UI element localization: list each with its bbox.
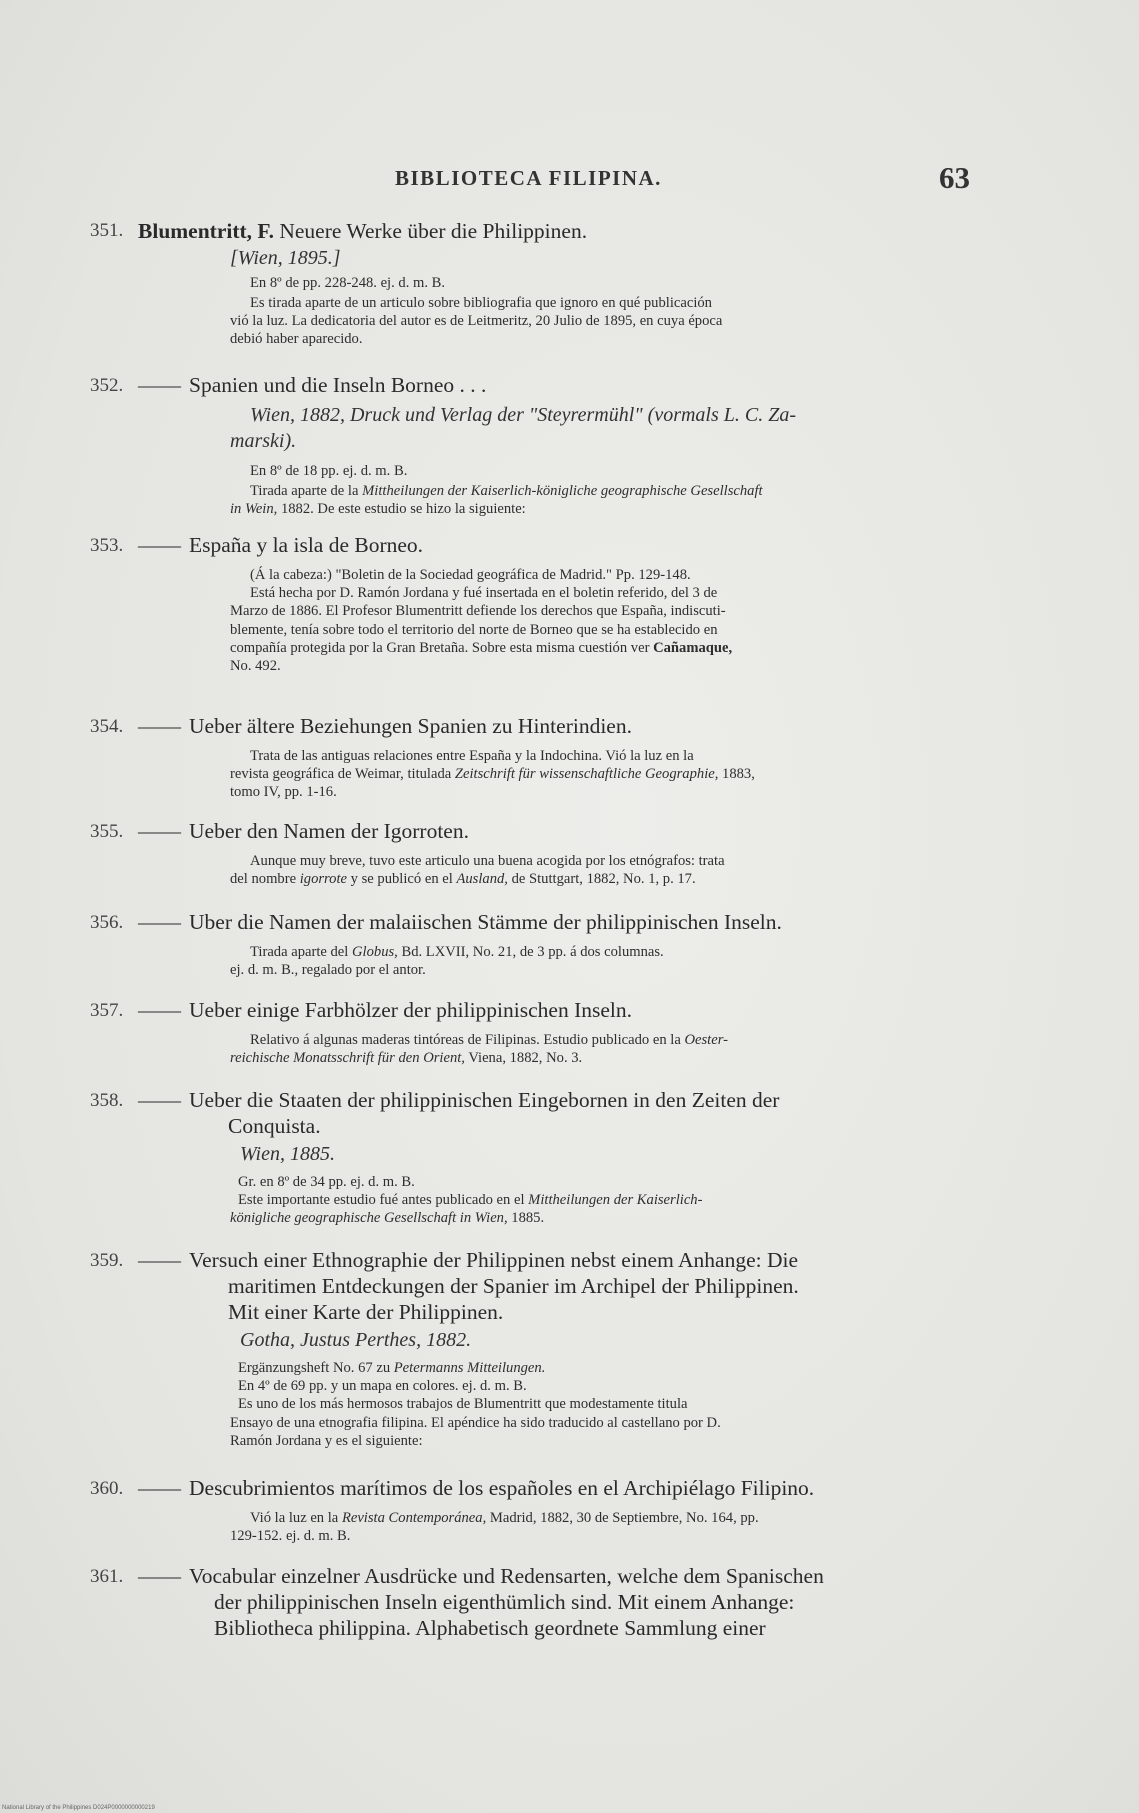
- note: [230, 943, 1065, 979]
- title-text: Ueber ältere Beziehungen Spanien zu Hinterindien.: [189, 714, 632, 738]
- note-line: No. 492.: [230, 658, 281, 675]
- note-text: 1885.: [507, 1210, 545, 1227]
- note-text: Ergänzungsheft No. 67 zu: [238, 1360, 394, 1376]
- note-text: Bd. LXVII, No. 21, de 3 pp. á dos columnas.: [397, 944, 664, 960]
- note-line: Está hecha por D. Ramón Jordana y fué insertada en el boletin referido, del 3 de: [250, 585, 718, 602]
- note-text: del nombre: [230, 871, 300, 888]
- publication-name: Petermanns Mitteilungen.: [393, 1360, 546, 1376]
- imprint: [Wien, 1895.]: [230, 247, 341, 269]
- title-text: Versuch einer Ethnographie der Philippinen nebst einem Anhange: Die: [189, 1248, 799, 1272]
- entry-number: 352.: [90, 375, 124, 396]
- note-line: Ramón Jordana y es el siguiente:: [230, 1432, 423, 1449]
- ditto-dash: ——: [138, 533, 181, 557]
- imprint-line: marski).: [230, 430, 297, 452]
- note-text: Vió la luz en la: [250, 1510, 342, 1526]
- publication-name: Ausland,: [456, 871, 508, 888]
- title-text: Mit einer Karte der Philippinen.: [228, 1300, 504, 1324]
- entry-title: [138, 218, 1043, 244]
- title-text: Descubrimientos marítimos de los españoles en el Archipiélago Filipino.: [189, 1476, 815, 1500]
- ditto-dash: ——: [138, 998, 181, 1022]
- note-line: vió la luz. La dedicatoria del autor es de Leitmeritz, 20 Julio de 1895, en cuya época: [230, 313, 723, 330]
- title-text: der philippinischen Inseln eigenthümlich sind. Mit einem Anhange:: [214, 1590, 795, 1614]
- title-text: Neuere Werke über die Philippinen.: [279, 219, 588, 243]
- note: [230, 1509, 1065, 1545]
- entry-number: 358.: [90, 1090, 124, 1111]
- entry-title: [138, 909, 1043, 935]
- note-text: y se publicó en el: [347, 871, 457, 888]
- title-text: Vocabular einzelner Ausdrücke und Redensarten, welche dem Spanischen: [189, 1564, 824, 1588]
- note-line: Trata de las antiguas relaciones entre España y la Indochina. Vió la luz en la: [250, 748, 694, 764]
- note-line: En 4º de 69 pp. y un mapa en colores. ej. d. m. B.: [238, 1378, 527, 1395]
- publication-name: Zeitschrift für wissenschaftliche Geographie,: [454, 766, 719, 783]
- entry-number: 351.: [90, 220, 124, 241]
- ditto-dash: ——: [138, 910, 181, 934]
- note-line: Aunque muy breve, tuvo este articulo una buena acogida por los etnógrafos: trata: [250, 853, 725, 869]
- title-text: Uber die Namen der malaiischen Stämme der philippinischen Inseln.: [189, 910, 782, 934]
- cross-reference: Cañamaque,: [653, 639, 733, 656]
- publication-name: reichische Monatsschrift für den Orient,: [230, 1050, 465, 1067]
- imprint: Wien, 1885.: [240, 1143, 335, 1165]
- note-text: Relativo á algunas maderas tintóreas de Filipinas. Estudio publicado en la: [250, 1032, 685, 1048]
- note: En 8º de 18 pp. ej. d. m. B.: [250, 463, 408, 479]
- note-line: En 8º de pp. 228-248. ej. d. m. B.: [250, 275, 446, 291]
- note-text: Madrid, 1882, 30 de Septiembre, No. 164, pp.: [486, 1510, 759, 1526]
- imprint: [230, 402, 1060, 454]
- note-line: 129-152. ej. d. m. B.: [230, 1528, 351, 1545]
- entry-number: 360.: [90, 1478, 124, 1499]
- ditto-dash: ——: [138, 1088, 181, 1112]
- publication-name: Mittheilungen der Kaiserlich-: [528, 1192, 703, 1209]
- publication-name: Oester-: [684, 1032, 728, 1048]
- entry-title: [138, 997, 1043, 1023]
- entry-title: [138, 1087, 1043, 1139]
- note-line: tomo IV, pp. 1-16.: [230, 784, 337, 801]
- entry-number: 357.: [90, 1000, 124, 1021]
- page-number: 63: [939, 160, 970, 195]
- note: [230, 482, 1065, 518]
- note: [230, 1359, 1065, 1450]
- title-text: Conquista.: [228, 1114, 321, 1138]
- title-text: Bibliotheca philippina. Alphabetisch geordnete Sammlung einer: [214, 1616, 766, 1640]
- ditto-dash: ——: [138, 1248, 181, 1272]
- note-text: 1883,: [718, 766, 755, 783]
- ditto-dash: ——: [138, 1476, 181, 1500]
- title-text: Ueber den Namen der Igorroten.: [189, 819, 469, 843]
- note-line: blemente, tenía sobre todo el territorio del norte de Borneo que se ha establecido en: [230, 621, 718, 638]
- entry-title: [138, 532, 1043, 558]
- entry-number: 355.: [90, 821, 124, 842]
- note-text: 1882. De este estudio se hizo la siguiente:: [277, 501, 526, 518]
- note-text: compañía protegida por la Gran Bretaña. Sobre esta misma cuestión ver: [230, 639, 654, 656]
- note-line: ej. d. m. B., regalado por el antor.: [230, 962, 426, 979]
- imprint-line: Wien, 1882, Druck und Verlag der "Steyrermühl" (vormals L. C. Za-: [250, 404, 797, 426]
- note: [250, 274, 445, 292]
- note: [230, 747, 1065, 802]
- note-text: de Stuttgart, 1882, No. 1, p. 17.: [507, 871, 696, 888]
- note: [230, 566, 1065, 675]
- entry-number: 361.: [90, 1566, 124, 1587]
- note-text: Tirada aparte del: [250, 944, 352, 960]
- note-line: Gr. en 8º de 34 pp. ej. d. m. B.: [238, 1174, 415, 1190]
- note-line: Marzo de 1886. El Profesor Blumentritt defiende los derechos que España, indiscuti-: [230, 603, 726, 620]
- title-text: España y la isla de Borneo.: [189, 533, 424, 557]
- entry-number: 353.: [90, 535, 124, 556]
- entry-title: [138, 818, 1043, 844]
- publication-name: Mittheilungen der Kaiserlich-königliche geographische Gesellschaft: [362, 483, 763, 499]
- entry-title: [138, 1563, 1043, 1641]
- note: [230, 852, 1065, 888]
- title-text: Spanien und die Inseln Borneo . . .: [189, 373, 487, 397]
- ditto-dash: ——: [138, 373, 181, 397]
- note-line: Es uno de los más hermosos trabajos de Blumentritt que modestamente titula: [238, 1396, 688, 1413]
- entry-title: [138, 372, 1043, 398]
- page-header: [90, 160, 970, 206]
- note: [230, 294, 1060, 349]
- entry-number: 359.: [90, 1250, 124, 1271]
- scan-footer: National Library of the Philippines D024P0000000000219: [2, 1805, 155, 1811]
- note-text: revista geográfica de Weimar, titulada: [230, 766, 455, 783]
- entry-title: [138, 713, 1043, 739]
- note: [230, 1173, 1065, 1228]
- note-line: debió haber aparecido.: [230, 331, 363, 348]
- entry-title: [138, 1247, 1043, 1325]
- entry-number: 356.: [90, 912, 124, 933]
- ditto-dash: ——: [138, 714, 181, 738]
- note: [230, 1031, 1065, 1067]
- publication-name: Globus,: [352, 944, 398, 960]
- entry-number: 354.: [90, 716, 124, 737]
- title-text: Ueber die Staaten der philippinischen Eingebornen in den Zeiten der: [189, 1088, 780, 1112]
- title-text: Ueber einige Farbhölzer der philippinischen Inseln.: [189, 998, 632, 1022]
- note-line: Es tirada aparte de un articulo sobre bibliografia que ignoro en qué publicación: [250, 295, 712, 311]
- note-text: Tirada aparte de la: [250, 483, 363, 499]
- title-text: maritimen Entdeckungen der Spanier im Archipel der Philippinen.: [228, 1274, 799, 1298]
- note-line: Ensayo de una etnografia filipina. El apéndice ha sido traducido al castellano por D.: [230, 1414, 721, 1431]
- publication-name: Revista Contemporánea,: [341, 1510, 487, 1526]
- note-line: (Á la cabeza:) "Boletin de la Sociedad geográfica de Madrid." Pp. 129-148.: [250, 567, 691, 583]
- publication-name: in Wein,: [230, 501, 278, 518]
- imprint: Gotha, Justus Perthes, 1882.: [240, 1329, 472, 1351]
- running-title: BIBLIOTECA FILIPINA.: [395, 166, 662, 190]
- entry-title: [138, 1475, 1043, 1501]
- author: Blumentritt, F.: [138, 219, 274, 243]
- ditto-dash: ——: [138, 819, 181, 843]
- ditto-dash: ——: [138, 1564, 181, 1588]
- note-text: Este importante estudio fué antes publicado en el: [238, 1192, 529, 1209]
- term: igorrote: [299, 871, 348, 888]
- note-text: Viena, 1882, No. 3.: [464, 1050, 583, 1067]
- publication-name: königliche geographische Gesellschaft in Wien,: [230, 1210, 508, 1227]
